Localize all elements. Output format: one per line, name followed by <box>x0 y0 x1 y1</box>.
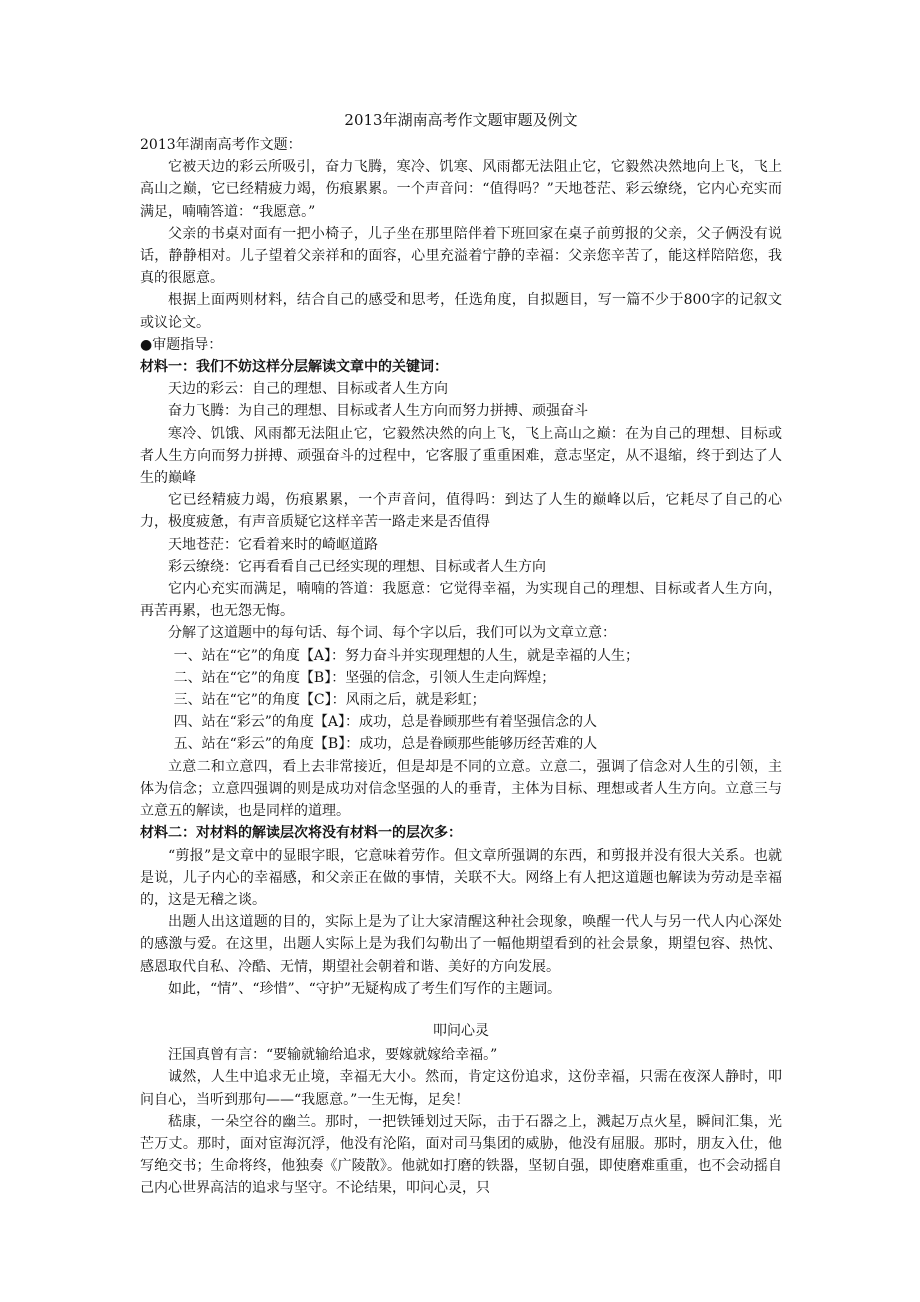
ideas-note: 立意二和立意四，看上去非常接近，但是却是不同的立意。立意二，强调了信念对人生的引领，主体为信念；立意四强调的则是成功对信念坚强的人的垂青，主体为目标、理想或者人生方向。立意三与立意五的解读，也是同样的道理。 <box>140 758 782 820</box>
keyword-item: 天地苍茫：它看着来时的崎岖道路 <box>168 536 378 553</box>
prompt-paragraph-3: 根据上面两则材料，结合自己的感受和思考，任选角度，自拟题目，写一篇不少于800字的记叙文或议论文。 <box>140 292 782 331</box>
keyword-item: 它已经精疲力竭，伤痕累累，一个声音问，值得吗：到达了人生的巅峰以后，它耗尽了自己的心力，极度疲惫，有声音质疑它这样辛苦一路走来是否值得 <box>140 492 782 531</box>
guide-heading: ●审题指导： <box>140 336 223 353</box>
prompt-paragraph-2: 父亲的书桌对面有一把小椅子，儿子坐在那里陪伴着下班回家在桌子前剪报的父亲，父子俩没有说话，静静相对。儿子望着父亲祥和的面容，心里充溢着宁静的幸福：父亲您辛苦了，能这样陪陪您，我真的很愿意。 <box>140 225 782 287</box>
keyword-item: 它内心充实而满足，喃喃的答道：我愿意：它觉得幸福，为实现自己的理想、目标或者人生方向，再苦再累，也无怨无悔。 <box>140 581 782 620</box>
essay-paragraph: 嵇康，一朵空谷的幽兰。那时，一把铁锤划过天际，击于石器之上，溅起万点火星，瞬间汇集，光芒万丈。那时，面对宦海沉浮，他没有沦陷，面对司马集团的威胁，他没有屈服。那时，朋友入仕，他写绝交书；生命将终，他独奏《广陵散》。他就如打磨的铁器，坚韧自强，即使磨难重重，也不会动摇自己内心世界高洁的追求与坚守。不论结果，叩问心灵，只 <box>140 1113 782 1197</box>
idea-item: 一、站在“它”的角度【A】：努力奋斗并实现理想的人生，就是幸福的人生； <box>173 647 640 664</box>
idea-item: 四、站在“彩云”的角度【A】：成功，总是眷顾那些有着坚强信念的人 <box>173 714 598 731</box>
keyword-item: 彩云缭绕：它再看看自己已经实现的理想、目标或者人生方向 <box>168 558 546 575</box>
idea-item: 二、站在“它”的角度【B】：坚强的信念，引领人生走向辉煌； <box>173 669 556 686</box>
exam-subtitle: 2013年湖南高考作文题： <box>140 137 302 153</box>
essay-title: 叩问心灵 <box>433 1022 489 1039</box>
material-two-paragraph: 出题人出这道题的目的，实际上是为了让大家清醒这种社会现象，唤醒一代人与另一代人内心深处的感激与爱。在这里，出题人实际上是为我们勾勒出了一幅他期望看到的社会景象，期望包容、热忱、感恩取代自私、冷酷、无情，期望社会朝着和谐、美好的方向发展。 <box>140 914 782 975</box>
material-two-paragraph: 如此，“情”、“珍惜”、“守护”无疑构成了考生们写作的主题词。 <box>168 980 561 997</box>
keyword-item: 寒冷、饥饿、风雨都无法阻止它，它毅然决然的向上飞，飞上高山之巅：在为自己的理想、目标或者人生方向而努力拼搏、顽强奋斗的过程中，它客服了重重困难，意志坚定，从不退缩，终于到达了人生的巅峰 <box>140 425 782 487</box>
idea-item: 五、站在“彩云”的角度【B】：成功，总是眷顾那些能够历经苦难的人 <box>173 736 598 753</box>
prompt-paragraph-1: 它被天边的彩云所吸引，奋力飞腾，寒冷、饥寒、风雨都无法阻止它，它毅然决然地向上飞，飞上高山之巅，它已经精疲力竭，伤痕累累。一个声音问：“值得吗？”天地苍茫、彩云缭绕，它内心充实而满足，喃喃答道：“我愿意。” <box>140 159 782 220</box>
ideas-intro: 分解了这道题中的每句话、每个词、每个字以后，我们可以为文章立意： <box>168 625 616 642</box>
material-two-paragraph: “剪报”是文章中的显眼字眼，它意味着劳作。但文章所强调的东西，和剪报并没有很大关系。也就是说，儿子内心的幸福感，和父亲正在做的事情，关联不大。网络上有人把这道题也解读为劳动是幸福的，这是无稽之谈。 <box>140 847 782 908</box>
idea-item: 三、站在“它”的角度【C】：风雨之后，就是彩虹； <box>173 692 486 709</box>
keyword-item: 奋力飞腾：为自己的理想、目标或者人生方向而努力拼搏、顽强奋斗 <box>168 403 588 420</box>
material-two-heading: 材料二：对材料的解读层次将没有材料一的层次多： <box>140 825 462 842</box>
essay-paragraph: 汪国真曾有言：“要输就输给追求，要嫁就嫁给幸福。” <box>168 1047 498 1064</box>
essay-paragraph: 诚然，人生中追求无止境，幸福无大小。然而，肯定这份追求，这份幸福，只需在夜深人静时，叩问自心，当听到那句——“我愿意。”一生无悔，足矣！ <box>140 1069 782 1108</box>
keyword-item: 天边的彩云：自己的理想、目标或者人生方向 <box>168 381 448 398</box>
document-title: 2013年湖南高考作文题审题及例文 <box>344 111 578 129</box>
material-one-heading: 材料一：我们不妨这样分层解读文章中的关键词： <box>140 359 448 376</box>
